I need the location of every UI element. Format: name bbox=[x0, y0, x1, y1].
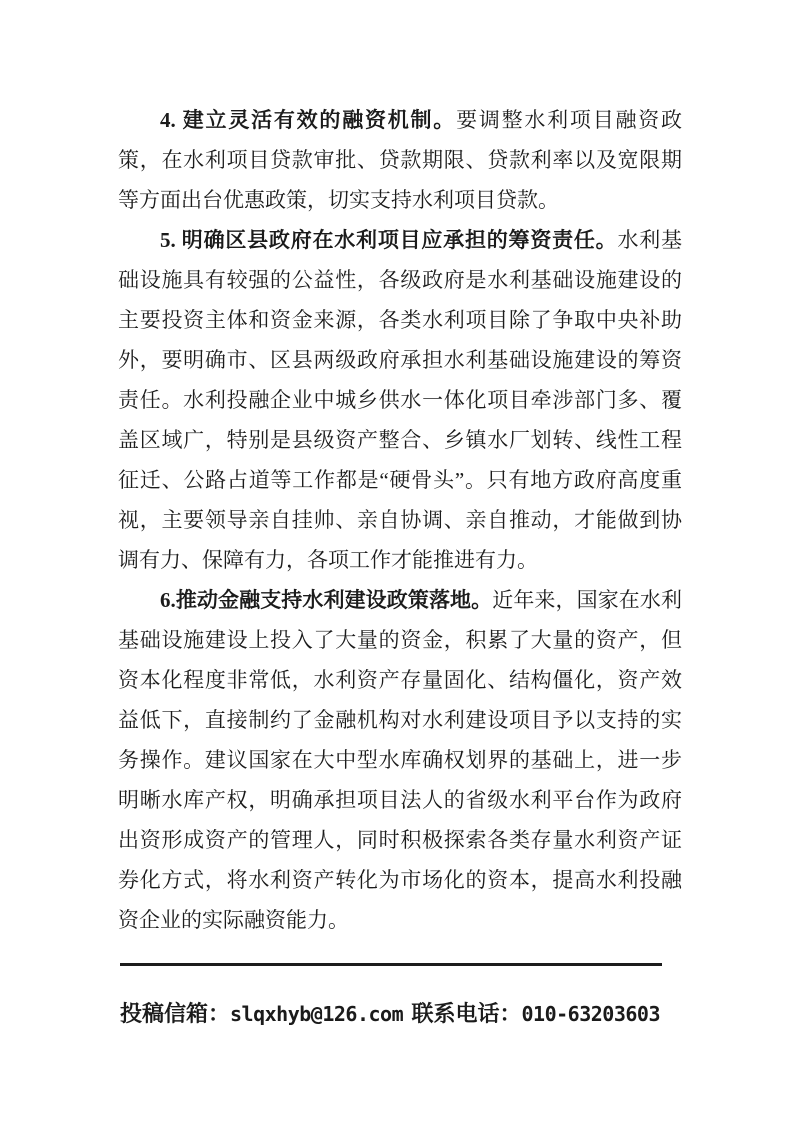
document-body bbox=[118, 100, 682, 940]
footer-contact bbox=[120, 997, 660, 1028]
paragraph-5 bbox=[118, 220, 682, 580]
paragraph-5-heading: 明确区县政府在水利项目应承担的筹资责任。 bbox=[181, 228, 618, 252]
footer-phone bbox=[411, 997, 660, 1028]
footer-email-label: 投稿信箱： bbox=[120, 1001, 231, 1026]
paragraph-6-text: 近年来，国家在水利基础设施建设上投入了大量的资金，积累了大量的资产，但资本化程度非常低，水利资产存量固化、结构僵化，资产效益低下，直接制约了金融机构对水利建设项目予以支持的实务操作。建议国家在大中型水库确权划界的基础上，进一步明晰水库产权，明确承担项目法人的省级水利平台作为政府出资形成资产的管理人，同时积极探索各类存量水利资产证券化方式，将水利资产转化为市场化的资本，提高水利投融资企业的实际融资能力。 bbox=[118, 588, 682, 932]
paragraph-5-text: 水利基础设施具有较强的公益性，各级政府是水利基础设施建设的主要投资主体和资金来源，各类水利项目除了争取中央补助外，要明确市、区县两级政府承担水利基础设施建设的筹资责任。水利投融企业中城乡供水一体化项目牵涉部门多、覆盖区域广，特别是县级资产整合、乡镇水厂划转、线性工程征迁、公路占道等工作都是“硬骨头”。只有地方政府高度重视，主要领导亲自挂帅、亲自协调、亲自推动，才能做到协调有力、保障有力，各项工作才能推进有力。 bbox=[118, 228, 683, 572]
paragraph-6-number: 6. bbox=[160, 588, 176, 612]
paragraph-4-number: 4. bbox=[160, 108, 183, 132]
paragraph-4-heading: 建立灵活有效的融资机制。 bbox=[182, 108, 457, 132]
footer-divider-line bbox=[120, 963, 662, 966]
paragraph-6-heading: 推动金融支持水利建设政策落地。 bbox=[175, 588, 493, 612]
footer-email bbox=[120, 997, 403, 1028]
footer-email-value: slqxhyb@126.com bbox=[230, 1002, 404, 1026]
paragraph-5-number: 5. bbox=[160, 228, 182, 252]
paragraph-4-text: 要调整水利项目融资政策，在水利项目贷款审批、贷款期限、贷款利率以及宽限期等方面出台优惠政策，切实支持水利项目贷款。 bbox=[118, 108, 683, 212]
paragraph-4 bbox=[118, 100, 682, 220]
paragraph-6 bbox=[118, 580, 682, 940]
footer-phone-label: 联系电话： bbox=[411, 1001, 522, 1026]
footer-phone-value: 010-63203603 bbox=[521, 1002, 660, 1026]
